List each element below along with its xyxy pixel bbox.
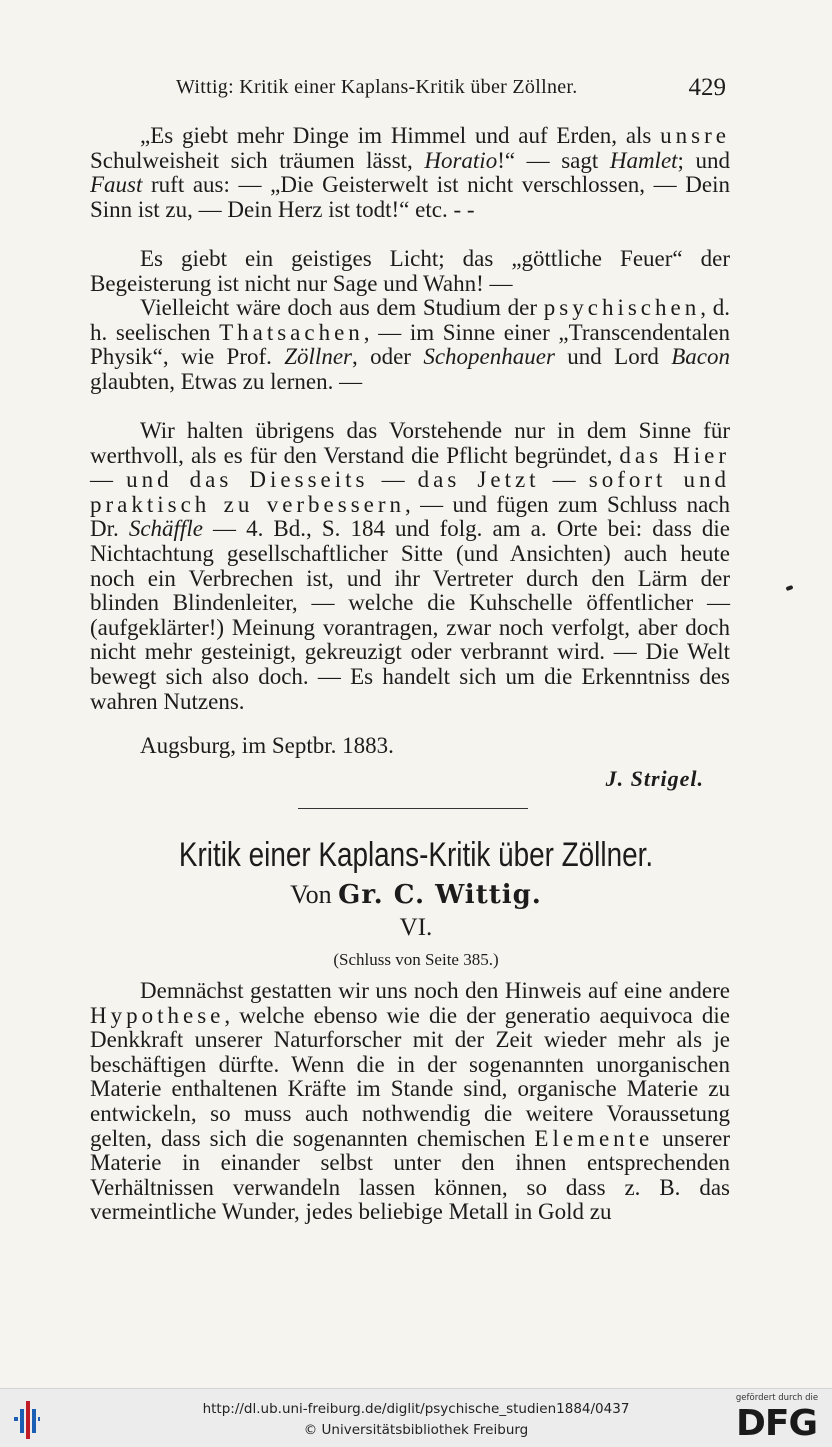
ink-mark: [786, 585, 794, 591]
dfg-logo: [732, 1393, 822, 1445]
dfg-wordmark: DFG: [736, 1403, 818, 1444]
signature: J. Strigel.: [605, 766, 704, 791]
continuation-note: (Schluss von Seite 385.): [333, 950, 499, 969]
dateline: Augsburg, im Septbr. 1883.: [140, 733, 394, 758]
article-byline: Von Gr. C. Wittig.: [290, 880, 542, 910]
running-header: [0, 76, 832, 106]
paragraph-conclusion: Wir halten übrigens das Vorstehende nur in dem Sinne für werthvoll, als es für den Verstand die Pflicht begründet, das Hier — und das Diesseits — das Jetzt — sofort und praktisch zu verbessern, — und fügen zum Schluss nach Dr. Schäffle — 4. Bd., S. 184 und folg. am a. Orte bei: dass die Nichtachtung gesellschaftlicher Sitte (und Ansichten) auch heute noch ein Verbrechen ist, und ihr Vertreter durch den Lärm der blinden Blindenleiter, — welche die Kuhschelle öffentlicher — (aufgeklärter!) Meinung vorantragen, zwar noch verfolgt, aber doch nicht mehr gesteinigt, gekreuzigt oder verbrannt wird. — Die Welt bewegt sich also doch. — Es handelt sich um die Erkenntniss des wahren Nutzens.: [90, 418, 731, 714]
paragraph-hypothesis: Demnächst gestatten wir uns noch den Hinweis auf eine andere Hypothese, welche ebenso wie die der generatio aequivoca die Denkkraft unserer Naturforscher mit der Zeit wieder mehr als je beschäftigen dürfte. Wenn die in der sogenannten unorganischen Materie enthaltenen Kräfte im Stande sind, organische Materie zu entwickeln, so muss auch nothwendig die weitere Voraussetung gelten, dass sich die sogenannten chemischen Elemente unserer Materie in einander selbst unter den ihnen entsprechenden Verhältnissen verwandeln lassen können, so dass z. B. das vermeintliche Wunder, jedes beliebige Metall in Gold zu: [90, 978, 730, 1225]
article-title: Kritik einer Kaplans-Kritik über Zöllner.: [178, 836, 654, 874]
page-number: 429: [688, 74, 726, 101]
viewer-footer: [0, 1388, 832, 1447]
part-number: VI.: [399, 914, 433, 941]
funding-note: gefördert durch die: [735, 1393, 819, 1403]
copyright-notice: © Universitätsbibliothek Freiburg: [303, 1422, 529, 1438]
running-title: Wittig: Kritik einer Kaplans-Kritik über Zöllner.: [176, 76, 578, 98]
paragraph-psychic: Vielleicht wäre doch aus dem Studium der psychischen, d. h. seelischen Thatsachen, — im Sinne einer „Transcendentalen Physik“, wie Prof. Zöllner, oder Schopenhauer und Lord Bacon glaubten, Etwas zu lernen. —: [90, 295, 731, 394]
section-divider: [298, 808, 528, 809]
paragraph-quote: „Es giebt mehr Dinge im Himmel und auf Erden, als unsre Schulweisheit sich träumen lässt, Horatio!“ — sagt Hamlet; und Faust ruft aus: — „Die Geisterwelt ist nicht verschlossen, — Dein Sinn ist zu, — Dein Herz ist todt!“ etc. - -: [90, 123, 731, 222]
source-url[interactable]: http://dl.ub.uni-freiburg.de/diglit/psychische_studien1884/0437: [202, 1401, 630, 1417]
author-name: Gr. C. Wittig.: [338, 880, 542, 910]
paragraph-light: Es giebt ein geistiges Licht; das „göttliche Feuer“ der Begeisterung ist nicht nur Sage und Wahn! —: [90, 246, 730, 296]
